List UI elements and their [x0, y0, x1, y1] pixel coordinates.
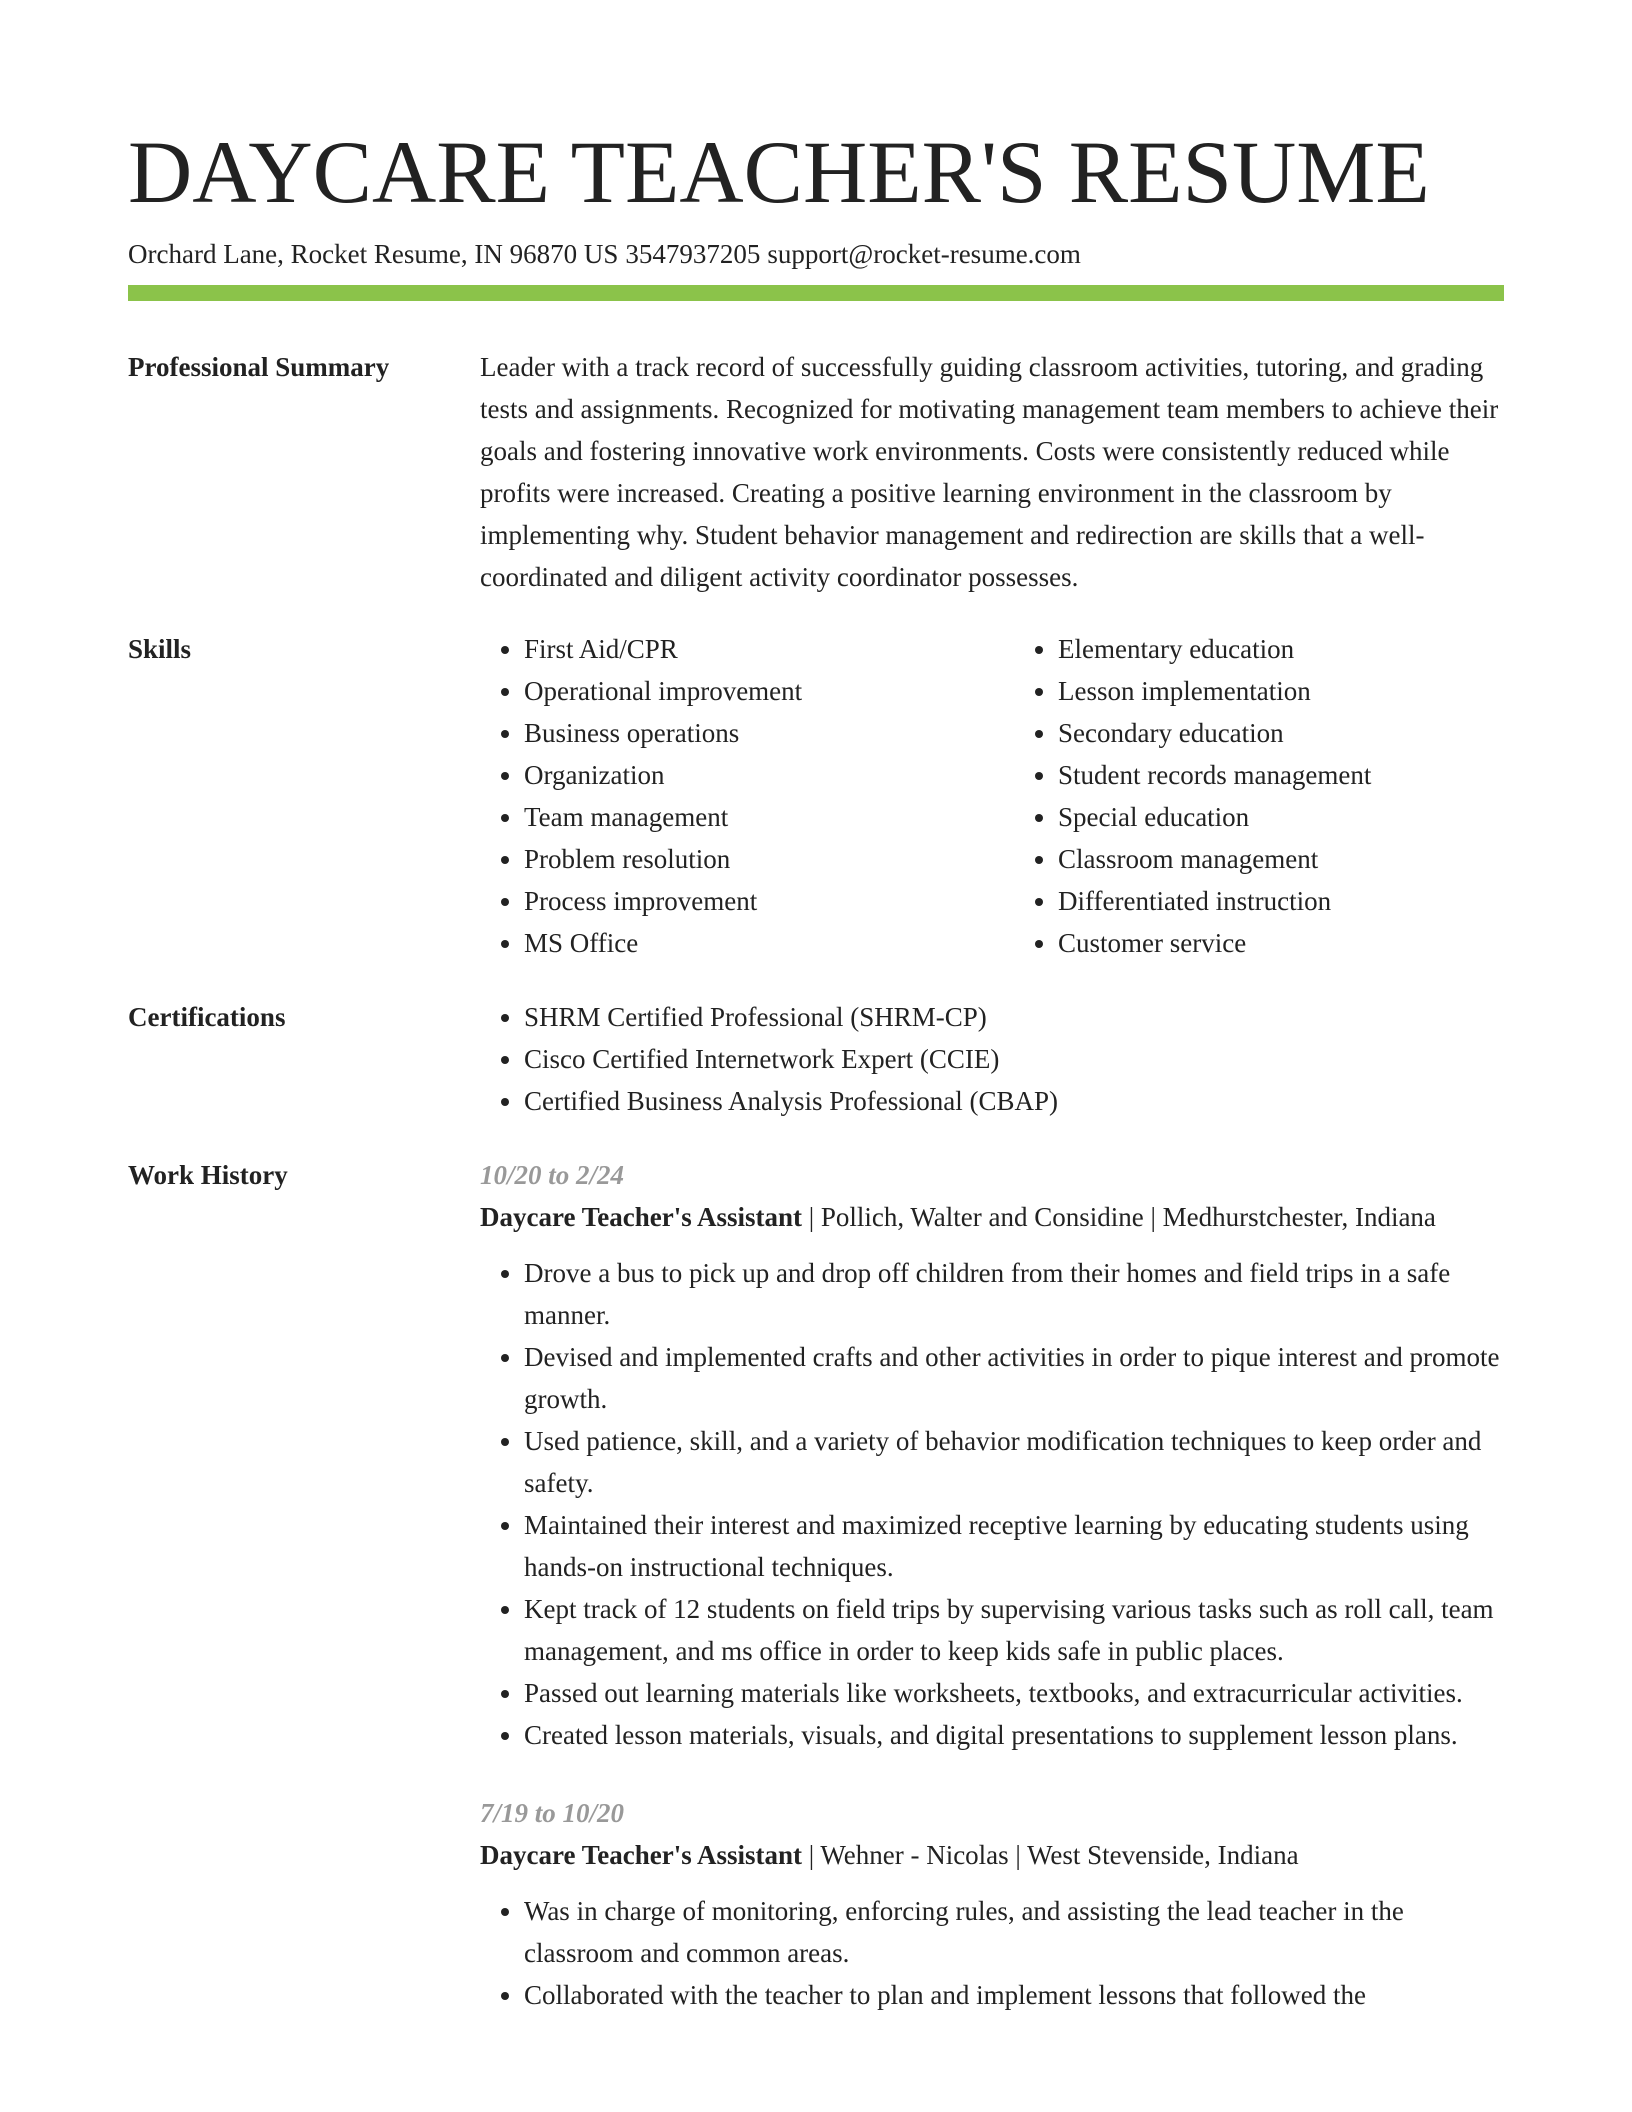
skills-body [480, 628, 1504, 964]
skill-item: • Secondary education [1058, 712, 1504, 754]
resume-title: DAYCARE TEACHER'S RESUME [128, 124, 1430, 222]
summary-body [480, 346, 1504, 598]
job-bullet: • Maintained their interest and maximized receptive learning by educating students using hands-on instructional techniques. [524, 1504, 1504, 1588]
job-title: Daycare Teacher's Assistant [480, 1840, 802, 1870]
summary-label: Professional Summary [128, 352, 390, 382]
skill-item: • Special education [1058, 796, 1504, 838]
skills-label: Skills [128, 634, 192, 664]
skills-list-left [480, 628, 970, 964]
job-dates: 7/19 to 10/20 [480, 1798, 625, 1828]
job-employer-location: | Pollich, Walter and Considine | Medhurstchester, Indiana [802, 1202, 1436, 1232]
header-divider [128, 285, 1504, 301]
job-bullet: • Devised and implemented crafts and other activities in order to pique interest and promote growth. [524, 1336, 1504, 1420]
job-bullet: • Was in charge of monitoring, enforcing rules, and assisting the lead teacher in the classroom and common areas. [524, 1890, 1504, 1974]
work-history-label: Work History [128, 1160, 288, 1190]
skill-item: • Customer service [1058, 922, 1504, 964]
job-bullets [480, 1252, 1504, 1756]
work-history-body [480, 1154, 1504, 2052]
job-heading [480, 1834, 1504, 1876]
contact-address: Orchard Lane, Rocket Resume, IN 96870 US [128, 239, 619, 269]
summary-text: Leader with a track record of successfully guiding classroom activities, tutoring, and grading tests and assignments. Recognized for motivating management team members to achieve their goals and fostering innovative work environments. Costs were consistently reduced while profits were increased. Creating a positive learning environment in the classroom by implementing why. Student behavior management and redirection are skills that a well-coordinated and diligent activity coordinator possesses. [480, 352, 1499, 592]
resume-header [128, 118, 1504, 271]
contact-line [128, 237, 1504, 271]
skill-item: • Organization [524, 754, 970, 796]
job-bullet: • Passed out learning materials like worksheets, textbooks, and extracurricular activities. [524, 1672, 1504, 1714]
skill-item: • Lesson implementation [1058, 670, 1504, 712]
skill-item: • Problem resolution [524, 838, 970, 880]
job-bullet: • Drove a bus to pick up and drop off children from their homes and field trips in a safe manner. [524, 1252, 1504, 1336]
certification-item: • SHRM Certified Professional (SHRM-CP) [524, 996, 1504, 1038]
job-title: Daycare Teacher's Assistant [480, 1202, 802, 1232]
job-bullet: • Collaborated with the teacher to plan and implement lessons that followed the [524, 1974, 1504, 2016]
skill-item: • Team management [524, 796, 970, 838]
skill-item: • MS Office [524, 922, 970, 964]
skills-list-right [1014, 628, 1504, 964]
skill-item: • Operational improvement [524, 670, 970, 712]
job-employer-location: | Wehner - Nicolas | West Stevenside, Indiana [802, 1840, 1299, 1870]
job-entry [480, 1154, 1504, 1756]
skill-item: • Classroom management [1058, 838, 1504, 880]
job-bullet: • Used patience, skill, and a variety of behavior modification techniques to keep order and safety. [524, 1420, 1504, 1504]
job-bullets [480, 1890, 1504, 2016]
certification-item: • Cisco Certified Internetwork Expert (CCIE) [524, 1038, 1504, 1080]
job-entry [480, 1792, 1504, 2016]
job-bullet: • Created lesson materials, visuals, and digital presentations to supplement lesson plans. [524, 1714, 1504, 1756]
skill-item: • Elementary education [1058, 628, 1504, 670]
certifications-label: Certifications [128, 1002, 286, 1032]
skill-item: • Process improvement [524, 880, 970, 922]
job-bullet: • Kept track of 12 students on field trips by supervising various tasks such as roll call, team management, and ms office in order to keep kids safe in public places. [524, 1588, 1504, 1672]
skill-item: • Student records management [1058, 754, 1504, 796]
certifications-body [480, 996, 1504, 1122]
contact-phone: 3547937205 [625, 239, 761, 269]
skill-item: • Differentiated instruction [1058, 880, 1504, 922]
certification-item: • Certified Business Analysis Professional (CBAP) [524, 1080, 1504, 1122]
contact-email: support@rocket-resume.com [767, 239, 1081, 269]
job-dates: 10/20 to 2/24 [480, 1160, 625, 1190]
skill-item: • First Aid/CPR [524, 628, 970, 670]
skill-item: • Business operations [524, 712, 970, 754]
skills-grid [480, 628, 1504, 964]
job-heading [480, 1196, 1504, 1238]
certifications-list [480, 996, 1504, 1122]
